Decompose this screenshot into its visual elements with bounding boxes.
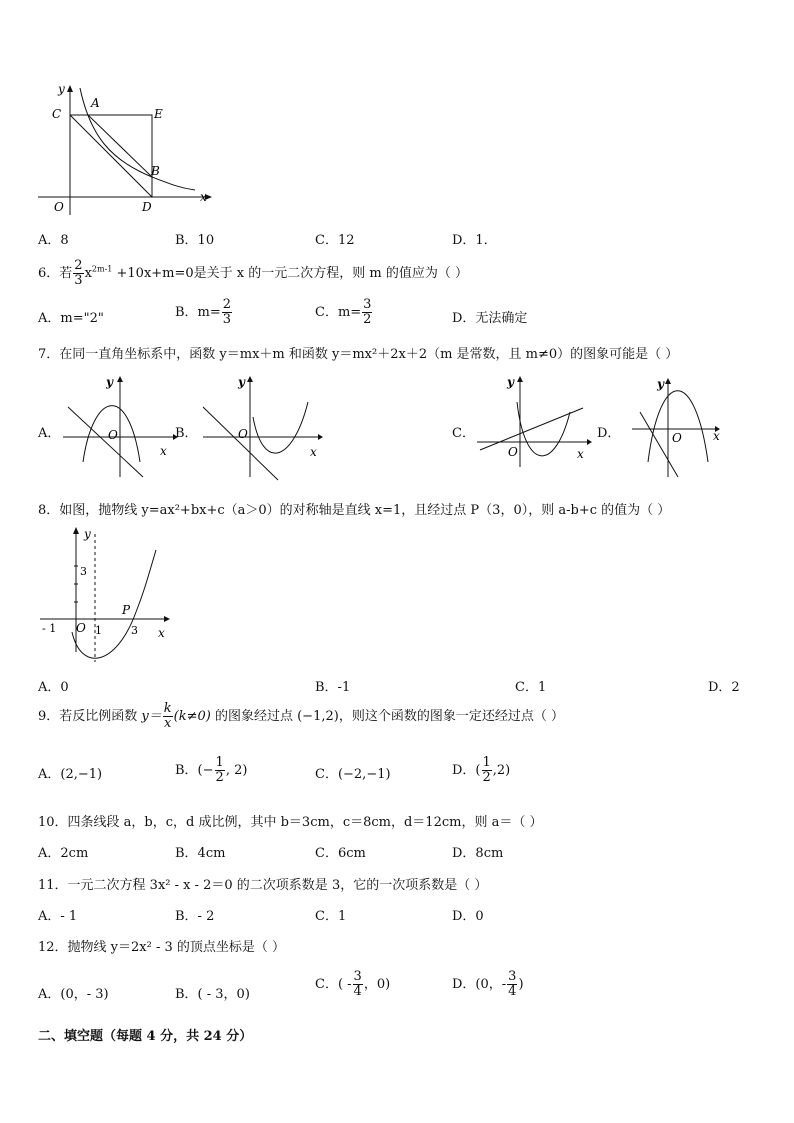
q7b-x: x: [310, 445, 317, 459]
q8-option-b[interactable]: B．-1: [315, 680, 351, 695]
q7c-y: y: [507, 375, 514, 389]
q7-graph-a[interactable]: [58, 372, 178, 482]
q8-fig-neg1: - 1: [42, 622, 57, 635]
q8-fig-y: y: [84, 527, 91, 541]
q6-exponent: 2m-1: [91, 264, 113, 274]
q7a-y: y: [106, 375, 113, 389]
figure-square-hyperbola: [30, 80, 220, 220]
q11-option-b[interactable]: B．- 2: [175, 909, 215, 924]
q6-option-d[interactable]: D．无法确定: [452, 311, 528, 326]
q6-fraction: $\frac{2}{3}$: [74, 258, 83, 288]
q10-question: 10．四条线段 a，b，c，d 成比例，其中 b＝3cm，c＝8cm，d＝12cm，则 a＝（ ）: [38, 815, 543, 830]
q7-option-b-label[interactable]: B．: [175, 426, 198, 441]
q10-option-b[interactable]: B．4cm: [175, 846, 226, 861]
q9-question: 9．若反比例函数 y＝ $\frac{k}{x}$ (k≠0) 的图象经过点 (−1,2)，则这个函数的图象一定还经过点（ ）: [38, 701, 564, 731]
q11-option-c[interactable]: C．1: [315, 909, 347, 924]
q9-option-a[interactable]: A．(2,−1): [38, 767, 103, 782]
q7-question: 7．在同一直角坐标系中，函数 y＝mx＋m 和函数 y＝mx²＋2x＋2（m 是常数，且 m≠0）的图象可能是（ ）: [38, 347, 679, 362]
section-heading-fill-in: 二、填空题（每题 4 分，共 24 分）: [38, 1029, 253, 1044]
q7b-y: y: [238, 375, 245, 389]
q9-option-d[interactable]: D．( $\frac{1}{2}$ ,2): [452, 755, 511, 785]
fig-label-B: B: [151, 164, 160, 178]
q7-option-c-label[interactable]: C．: [452, 426, 475, 441]
q8-option-d[interactable]: D．2: [708, 680, 740, 695]
q8-question: 8．如图，抛物线 y=ax²+bx+c（a＞0）的对称轴是直线 x=1，且经过点 P（3，0），则 a-b+c 的值为（ ）: [38, 503, 671, 518]
q11-option-a[interactable]: A．- 1: [38, 909, 78, 924]
q8-option-c[interactable]: C．1: [515, 680, 547, 695]
q6-option-c[interactable]: C．m= $\frac{3}{2}$: [315, 297, 372, 327]
q5-option-b[interactable]: B．10: [175, 233, 215, 248]
q5-option-c[interactable]: C．12: [315, 233, 355, 248]
q10-option-a[interactable]: A．2cm: [38, 846, 89, 861]
q7-graph-b[interactable]: [198, 372, 328, 482]
q7c-x: x: [577, 447, 584, 461]
q7d-y: y: [657, 377, 664, 391]
fig-label-D: D: [142, 200, 152, 214]
q7a-x: x: [160, 444, 167, 458]
q8-fig-p: P: [122, 603, 131, 617]
q8-option-a[interactable]: A．0: [38, 680, 69, 695]
q10-option-d[interactable]: D．8cm: [452, 846, 504, 861]
q12-option-a[interactable]: A．(0，- 3): [38, 987, 109, 1002]
fig-label-y: y: [58, 82, 65, 96]
q6-question: 6．若 $\frac{2}{3}$ $x^{2m-1} +10x+m=0$是关于 x 的一元二次方程，则 m 的值应为（ ）: [38, 258, 468, 288]
fig-label-A: A: [91, 96, 100, 110]
q7d-x: x: [713, 429, 720, 443]
q5-option-a[interactable]: A．8: [38, 233, 69, 248]
q9-option-b[interactable]: B．(− $\frac{1}{2}$ , 2): [175, 755, 248, 785]
fig-label-E: E: [154, 107, 163, 121]
q6-suffix: +10x+m=0是关于 x 的一元二次方程，则 m 的值应为（ ）: [112, 266, 468, 281]
q6-option-a[interactable]: A．m="2": [38, 311, 104, 326]
q7b-o: O: [238, 427, 248, 441]
q7-graph-d[interactable]: [630, 372, 730, 482]
q7d-o: O: [672, 431, 682, 445]
q7c-o: O: [508, 445, 518, 459]
fig-label-O: O: [54, 200, 64, 214]
fig-label-C: C: [52, 107, 62, 121]
q12-question: 12．抛物线 y＝2x² - 3 的顶点坐标是（ ）: [38, 940, 286, 955]
q12-option-b[interactable]: B．( - 3，0): [175, 987, 250, 1002]
q7a-o: O: [108, 428, 118, 442]
q5-option-d[interactable]: D．1．: [452, 233, 497, 248]
q7-graph-c[interactable]: [475, 372, 595, 472]
q7-option-d-label[interactable]: D．: [597, 426, 621, 441]
q8-fig-x: x: [158, 626, 165, 640]
q8-fig-three-y: 3: [80, 565, 87, 578]
q11-question: 11．一元二次方程 3x² - x - 2＝0 的二次项系数是 3，它的一次项系数是（ ）: [38, 878, 488, 893]
q12-option-c[interactable]: C．( - $\frac{3}{4}$ ，0): [315, 969, 391, 999]
q8-fig-one: 1: [95, 624, 102, 637]
fig-label-x: x: [200, 190, 207, 204]
q11-option-d[interactable]: D．0: [452, 909, 484, 924]
q8-figure: [36, 522, 176, 672]
q8-fig-o: O: [76, 621, 86, 635]
q10-option-c[interactable]: C．6cm: [315, 846, 366, 861]
q7-option-a-label[interactable]: A．: [38, 426, 61, 441]
q8-fig-three-x: 3: [131, 624, 138, 637]
q6-option-b[interactable]: B．m= $\frac{2}{3}$: [175, 297, 232, 327]
q12-option-d[interactable]: D．(0，- $\frac{3}{4}$ ): [452, 969, 524, 999]
q9-option-c[interactable]: C．(−2,−1): [315, 767, 391, 782]
q6-prefix: 6．若: [38, 266, 73, 281]
